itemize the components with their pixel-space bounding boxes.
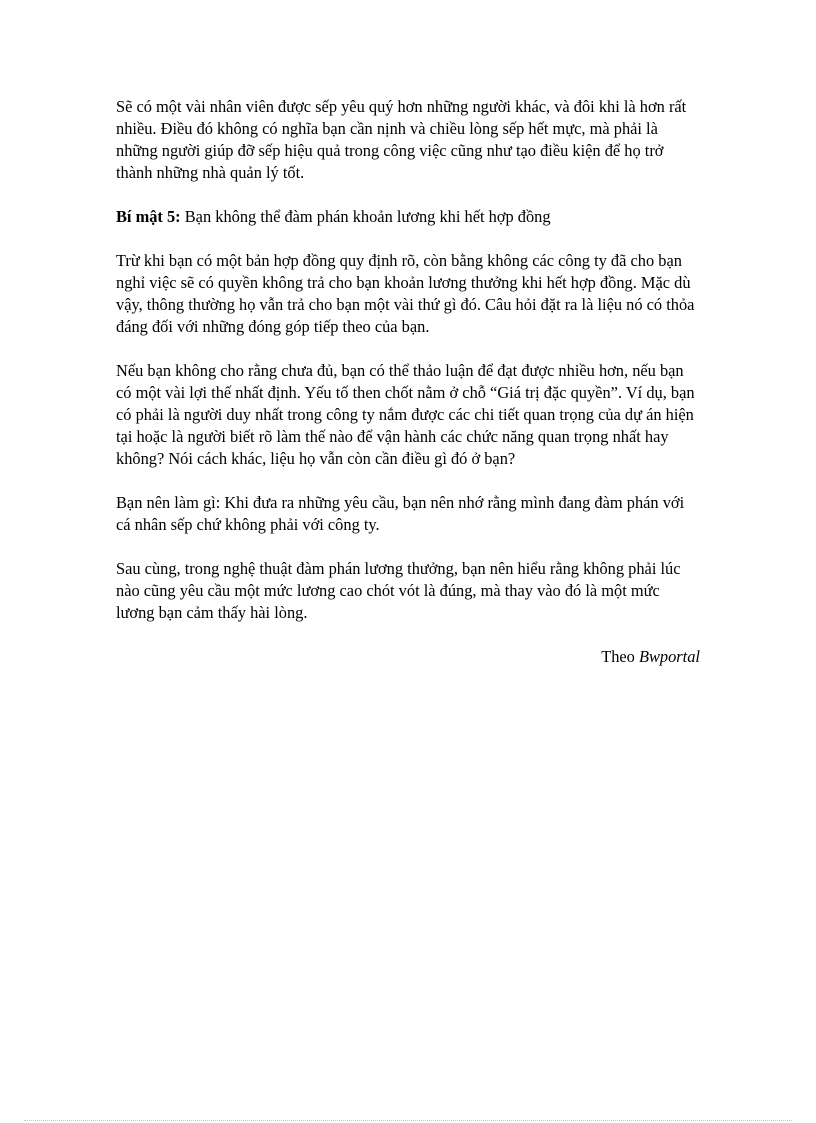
source-attribution	[116, 646, 700, 668]
attribution-prefix: Theo	[601, 647, 639, 666]
section-heading-label: Bí mật 5:	[116, 207, 181, 226]
paragraph-what-to-do: Bạn nên làm gì: Khi đưa ra những yêu cầu, bạn nên nhớ rằng mình đang đàm phán với cá nhân sếp chứ không phải với công ty.	[116, 493, 685, 534]
document-body	[116, 96, 700, 668]
paragraph-conclusion: Sau cùng, trong nghệ thuật đàm phán lương thưởng, bạn nên hiểu rằng không phải lúc nào cũng yêu cầu một mức lương cao chót vót là đúng, mà thay vào đó là một mức lương bạn cảm thấy hài lòng.	[116, 559, 681, 622]
paragraph-contract: Trừ khi bạn có một bản hợp đồng quy định rõ, còn bằng không các công ty đã cho bạn nghỉ việc sẽ có quyền không trả cho bạn khoản lương thưởng khi hết hợp đồng. Mặc dù vậy, thông thường họ vẫn trả cho bạn một vài thứ gì đó. Câu hỏi đặt ra là liệu nó có thỏa đáng đối với những đóng góp tiếp theo của bạn.	[116, 251, 695, 336]
page-bottom-divider	[24, 1120, 792, 1121]
paragraph-privilege-value: Nếu bạn không cho rằng chưa đủ, bạn có thể thảo luận để đạt được nhiều hơn, nếu bạn có một vài lợi thế nhất định. Yếu tố then chốt nằm ở chỗ “Giá trị đặc quyền”. Ví dụ, bạn có phải là người duy nhất trong công ty nắm được các chi tiết quan trọng của dự án hiện tại hoặc là người biết rõ làm thế nào để vận hành các chức năng quan trọng nhất hay không? Nói cách khác, liệu họ vẫn còn cần điều gì đó ở bạn?	[116, 361, 695, 468]
section-heading-title: Bạn không thể đàm phán khoản lương khi hết hợp đồng	[180, 207, 551, 226]
attribution-source: Bwportal	[638, 647, 700, 666]
section-heading-secret-5	[116, 206, 700, 228]
paragraph-intro: Sẽ có một vài nhân viên được sếp yêu quý hơn những người khác, và đôi khi là hơn rất nhiều. Điều đó không có nghĩa bạn cần nịnh và chiều lòng sếp hết mực, mà phải là những người giúp đỡ sếp hiệu quả trong công việc cũng như tạo điều kiện để họ trở thành những nhà quản lý tốt.	[116, 97, 687, 182]
